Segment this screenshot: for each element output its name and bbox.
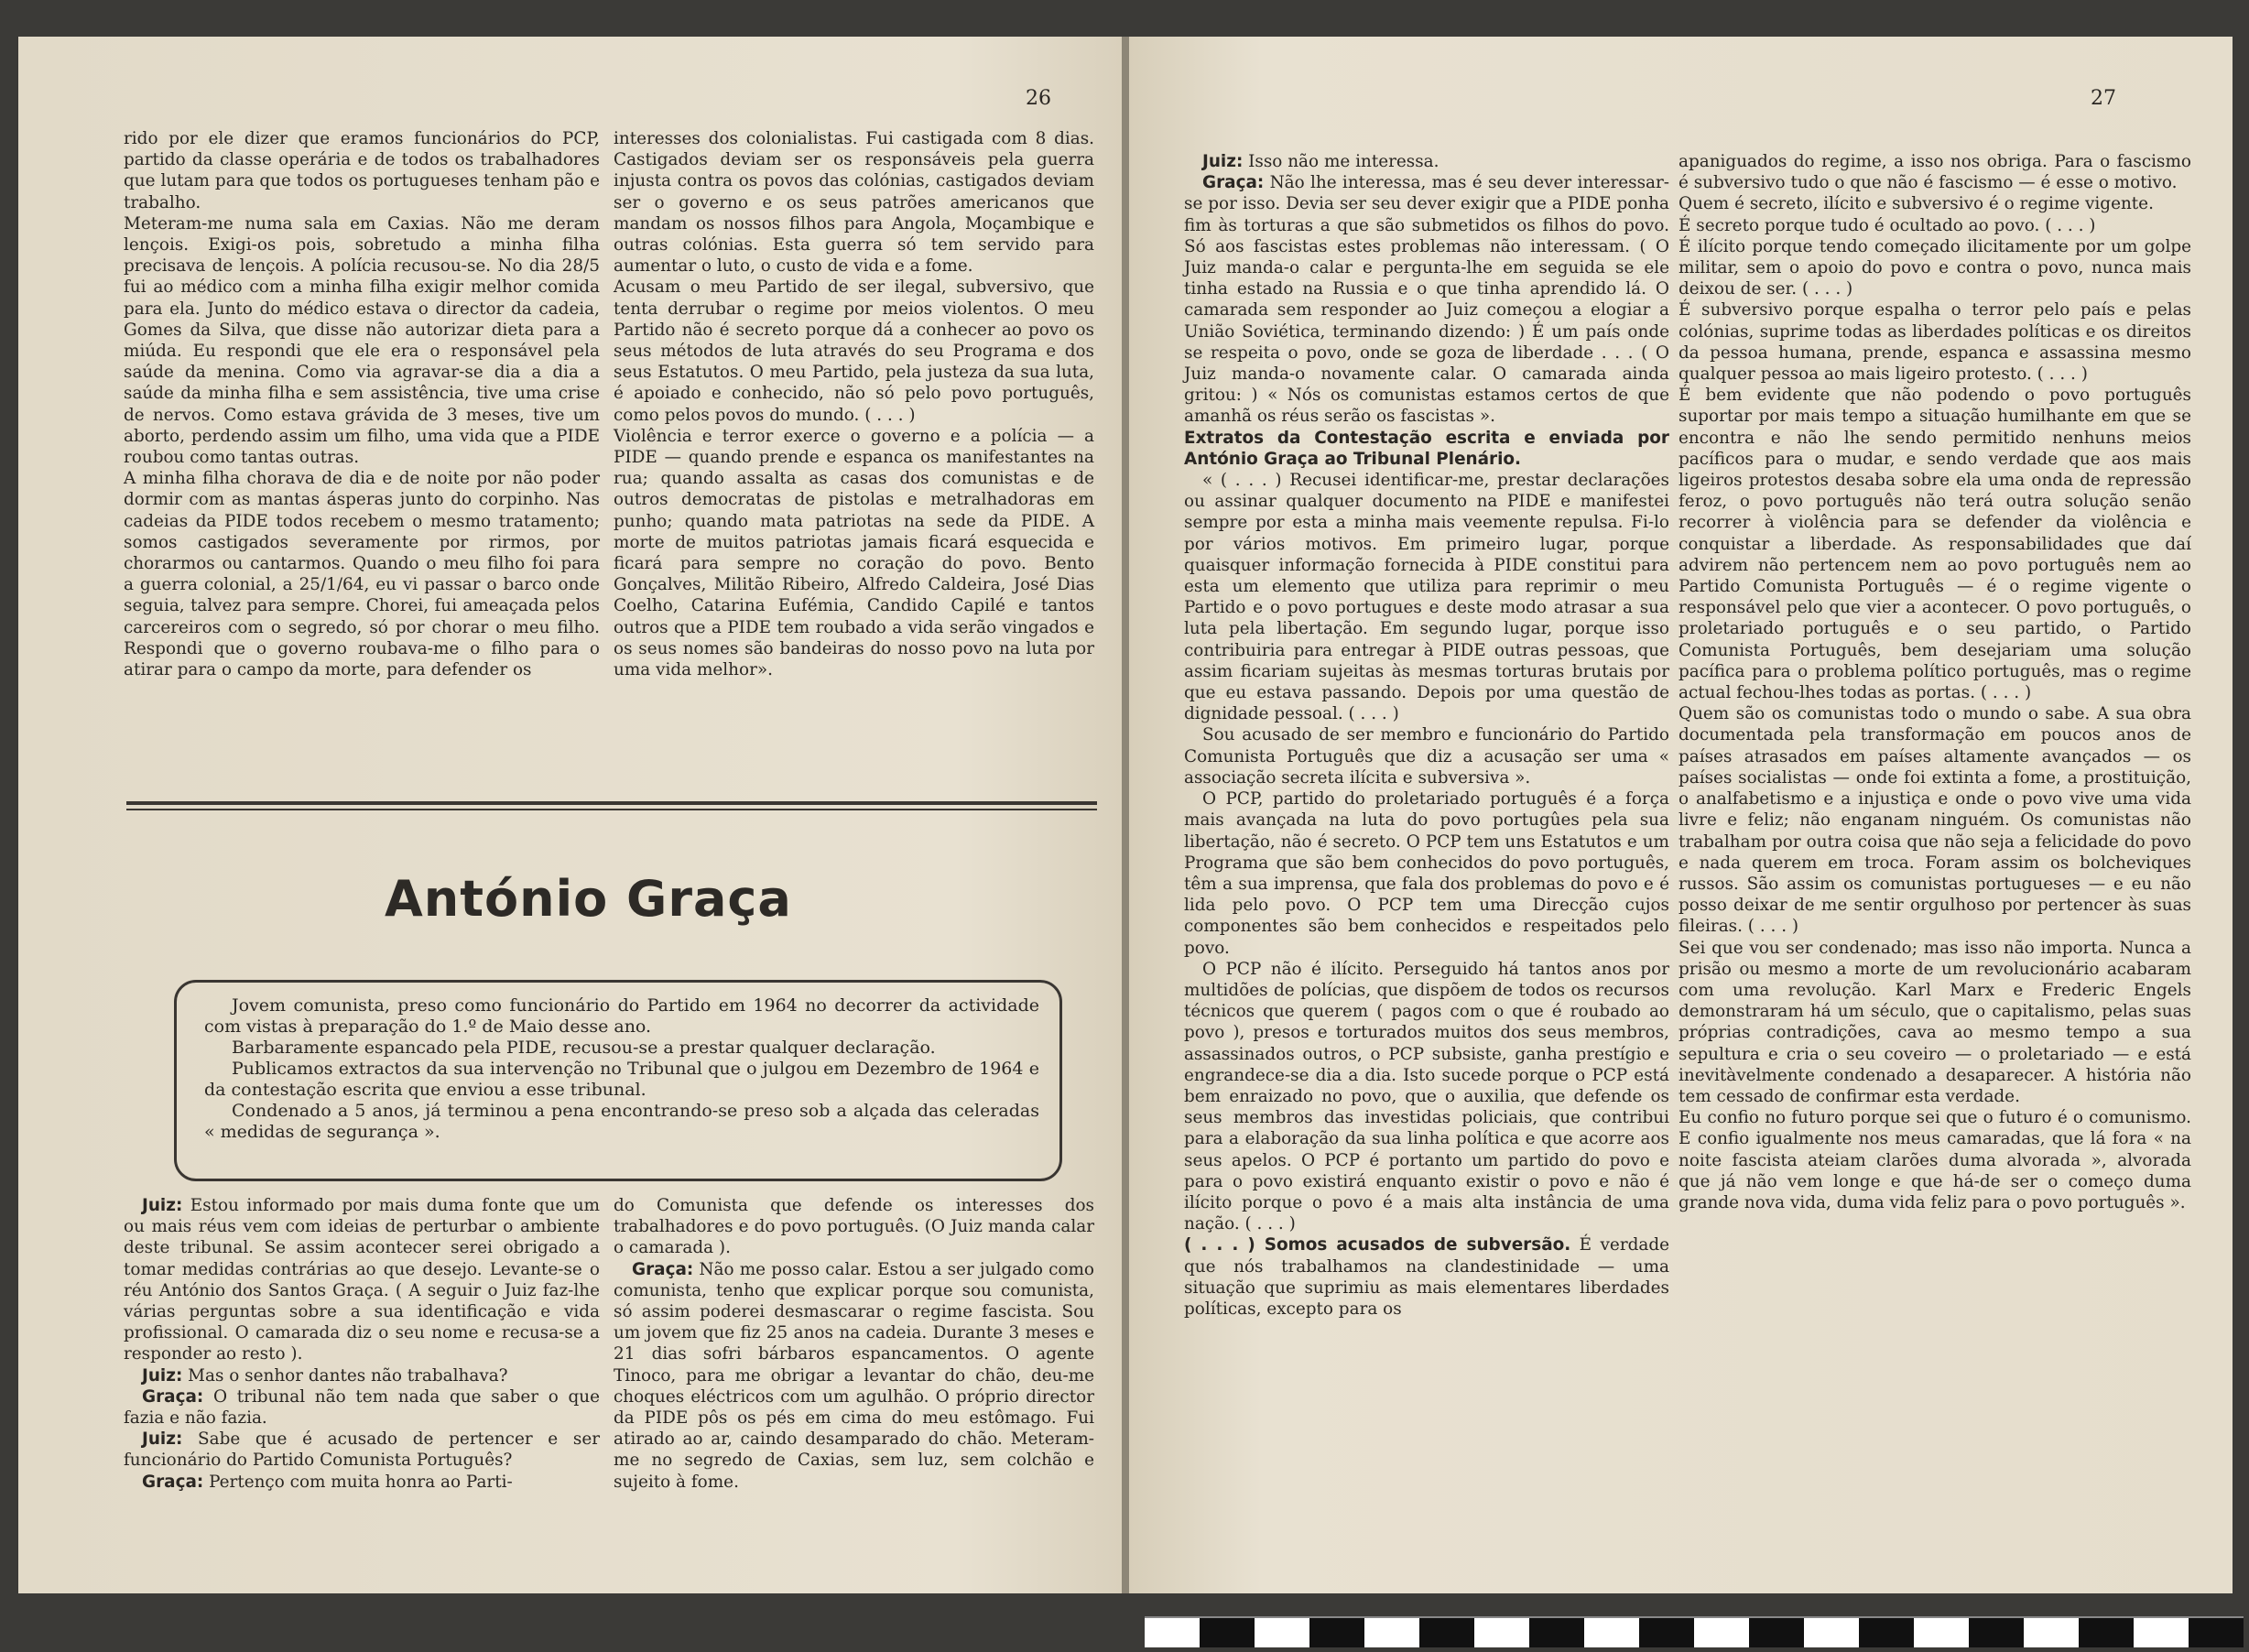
intro-box: [174, 980, 1062, 1181]
section-subheading: Extratos da Contestação escrita e enviada por António Graça ao Tribunal Plenário.: [1184, 428, 1669, 469]
article-title: António Graça: [385, 870, 792, 928]
left-column-top-2: interesses dos colonialistas. Fui castigada com 8 dias. Castigados deviam ser os responsáveis pela guerra injusta contra os povos das colónias, castigados deviam ser o governo e os seus patrões americanos que mandam os nossos filhos para Angola, Moçambique e outras colónias. Esta guerra só tem servido para aumentar o luto, o custo de vida e a fome. Acusam o meu Partido de ser ilegal, subversivo, que tenta derrubar o regime por meios violentos. O meu Partido não é secreto porque dá a conhecer ao povo os seus métodos de luta através do seu Programa e dos seus Estatutos. O meu Partido, pela justeza da sua luta, é apoiado e conhecido, não só pelo povo português, como pelos povos do mundo. ( . . . ) Violência e terror exerce o governo e a polícia — a PIDE — quando prende e espanca os manifestantes na rua; quando assalta as casas dos comunistas e de outros democratas de pistolas e metralhadoras em punho; quando mata patriotas na sede da PIDE. A morte de muitos patriotas jamais ficará esquecida e ficará para sempre no coração do povo. Bento Gonçalves, Militão Ribeiro, Alfredo Caldeira, José Dias Coelho, Catarina Eufémia, Candido Capilé e tantos outros que a PIDE tem roubado a vida serão vingados e os seus nomes são bandeiras do nosso povo na luta por uma vida melhor».: [614, 129, 1094, 680]
dialogue-line: [1184, 151, 1669, 172]
left-column-bottom-2: [614, 1195, 1094, 1493]
dialogue-line: [124, 1429, 600, 1471]
dialogue-line: [124, 1386, 600, 1429]
speaker-label: Juiz:: [142, 1429, 183, 1450]
speaker-label: Graça:: [142, 1386, 204, 1407]
right-column-2: apaniguados do regime, a isso nos obriga. Para o fascismo é subversivo tudo o que não é fascismo — é esse o motivo. Quem é secreto, ilícito e subversivo é o regime vigente. É secreto porque tudo é ocultado ao povo. ( . . . ) É ilícito porque tendo começado ilicitamente por um golpe militar, sem o apoio do povo e contra o povo, nunca mais deixou de ser. ( . . . ) É subversivo porque espalha o terror pelo país e pelas colónias, suprime todas as liberdades políticas e os direitos da pessoa humana, prende, espanca e assassina mesmo qualquer pessoa ao mais ligeiro protesto. ( . . . ) É bem evidente que não podendo o povo português suportar por mais tempo a situação humilhante em que se encontra e não lhe sendo permitido nenhuns meios pacíficos para o mudar, e sendo verdade que aos mais ligeiros protestos desaba sobre ela uma onda de repressão feroz, o povo português não terá outra solução senão recorrer à violência para se defender da violência e conquistar a liberdade. As responsabilidades que daí advirem não pertencem nem ao povo português nem ao Partido Comunista Português — é o regime vigente o responsável pelo que vier a acontecer. O povo português, o proletariado português e o seu partido, o Partido Comunista Português, bem desejariam uma solução pacífica para o problema político português, mas o regime actual fechou-lhes todas as portas. ( . . . ) Quem são os comunistas todo o mundo o sabe. A sua obra documentada pela transformação em poucos anos de países atrasados em países altamente avançados — os países socialistas — onde foi extinta a fome, a prostituição, o analfabetismo e a injustiça e onde o povo vive uma vida livre e feliz; não enganam ninguém. Os comunistas não trabalham por outra coisa que não seja a felicidade do povo e nada querem em troca. Foram assim os bolcheviques russos. São assim os comunistas portugueses — e eu não posso deixar de me sentir orgulhoso por pertencer às suas fileiras. ( . . . ) Sei que vou ser condenado; mas isso não importa. Nunca a prisão ou mesmo a morte de um revolucionário acabaram com uma revolução. Karl Marx e Frederic Engels demonstraram há um século, que o capitalismo, pelas suas próprias contradições, cava ao mesmo tempo a sua sepultura e cria o seu coveiro — o proletariado — e está inevitàvelmente condenado a desaparecer. A história não tem cessado de confirmar esta verdade. Eu confio no futuro porque sei que o futuro é o comunismo. E confio igualmente nos meus camaradas, que lá fora « na noite fascista ateiam clarões duma alvorada », alvorada que já não vem longe e que há-de ser o começo duma grande nova vida, duma vida feliz para o povo português ».: [1679, 152, 2191, 1212]
speaker-label: ( . . . ) Somos acusados de subversão.: [1184, 1235, 1571, 1255]
section-rule: [126, 801, 1097, 805]
dialogue-text: Pertenço com muita honra ao Parti-: [203, 1472, 513, 1492]
left-column-top-1: rido por ele dizer que eramos funcionários do PCP, partido da classe operária e de todos os trabalhadores que lutam para que todos os portugueses tenham pão e trabalho. Meteram-me numa sala em Caxias. Não me deram lençois. Exigi-os pois, sobretudo a minha filha precisava de lençois. A polícia recusou-se. No dia 28/5 fui ao médico com a minha filha exigir melhor comida para ela. Junto do médico estava o director da cadeia, Gomes da Silva, que disse não autorizar dieta para a miúda. Eu respondi que ele era o responsável pela saúde da menina. Como via agravar-se dia a dia a saúde da minha filha e sem assistência, tive uma crise de nervos. Como estava grávida de 3 meses, tive um aborto, perdendo assim um filho, uma vida que a PIDE roubou como tantas outras. A minha filha chorava de dia e de noite por não poder dormir com as mantas ásperas junto do corpinho. Nas cadeias da PIDE todos recebem o mesmo tratamento; somos castigados severamente por rirmos, por chorarmos ou cantarmos. Quando o meu filho foi para a guerra colonial, a 25/1/64, eu vi passar o barco onde seguia, talvez para sempre. Chorei, fui ameaçada pelos carcereiros com o segredo, só por chorar o meu filho. Respondi que o governo roubava-me o filho para o atirar para o campo da morte, para defender os: [124, 129, 600, 680]
paragraph: « ( . . . ) Recusei identificar-me, prestar declarações ou assinar qualquer documento na PIDE e manifestei sempre por esta a minha mais veemente repulsa. Fi-lo por vários motivos. Em primeiro lugar, porque quaisquer informação fornecida à PIDE constitui para esta um elemento que utiliza para reprimir o meu Partido e o povo portugues e deste modo atrasar a sua luta pela libertação. Em segundo lugar, porque isso contribuiria para entregar à PIDE outras pessoas, que assim ficariam sujeitas às mesmas torturas brutais por que eu estava passando. Depois por uma questão de dignidade pessoal. ( . . . ): [1184, 471, 1669, 724]
dialogue-line: [614, 1195, 1094, 1259]
speaker-label: Graça:: [142, 1472, 204, 1492]
intro-paragraph: Condenado a 5 anos, já terminou a pena encontrando-se preso sob a alçada das celeradas « medidas de segurança ».: [204, 1101, 1039, 1142]
dialogue-line: [614, 1259, 1094, 1493]
speaker-label: Juiz:: [142, 1365, 183, 1386]
intro-paragraph: Publicamos extractos da sua intervenção no Tribunal que o julgou em Dezembro de 1964 e da contestação escrita que enviou a esse tribunal.: [204, 1059, 1039, 1100]
dialogue-text: Sabe que é acusado de pertencer e ser funcionário do Partido Comunista Português?: [124, 1429, 600, 1471]
dialogue-line: [1184, 172, 1669, 427]
speaker-label: Juiz:: [142, 1196, 183, 1215]
intro-paragraph: Jovem comunista, preso como funcionário do Partido em 1964 no decorrer da actividade com vistas à preparação do 1.º de Maio desse ano.: [204, 995, 1039, 1037]
page-number: 26: [1026, 87, 1051, 110]
dialogue-text: Não me posso calar. Estou a ser julgado como comunista, tenho que explicar porque sou comunista, só assim poderei desmascarar o regime fascista. Sou um jovem que fiz 25 anos na cadeia. Durante 3 meses e 21 dias sofri bárbaros espancamentos. O agente Tinoco, para me obrigar a levantar do chão, deu-me choques eléctricos com um agulhão. O próprio director da PIDE pôs os pés em cima do meu estômago. Fui atirado ao ar, caindo desamparado do chão. Meteram-me no segredo de Caxias, sem luz, sem colchão e sujeito à fome.: [614, 1259, 1094, 1492]
book-gutter: [1122, 37, 1129, 1593]
paragraph: O PCP, partido do proletariado português é a força mais avançada na luta do povo portugûes pela sua libertação, não é secreto. O PCP tem uns Estatutos e um Programa que são bem conhecidos do povo português, têm a sua imprensa, que fala dos problemas do povo e é lida pelo povo. O PCP tem uma Direcção cujos componentes são bem conhecidos e respeitados pelo povo.: [1184, 789, 1669, 958]
left-page: [18, 37, 1122, 1593]
dialogue-text: Isso não me interessa.: [1243, 152, 1440, 171]
dialogue-text: Não lhe interessa, mas é seu dever interessar-se por isso. Devia ser seu dever exigir que a PIDE ponha fim às torturas a que são submetidos os filhos do povo. Só aos fascistas estes problemas não interessam. ( O Juiz manda-o calar e pergunta-lhe em seguida se ele tinha estado na Russia e o que tinha aprendido lá. O camarada sem responder ao Juiz começou a elogiar a União Soviética, terminando dizendo: ) É um país onde se respeita o povo, onde se goza de liberdade . . . ( O Juiz manda-o novamente calar. O camarada ainda gritou: ) « Nós os comunistas estamos certos de que amanhã os réus serão os fascistas ».: [1184, 173, 1669, 427]
paragraph: O PCP não é ilícito. Perseguido há tantos anos por multidões de polícias, que dispõem de todos os recursos técnicos que querem ( pagos com o que é roubado ao povo ), presos e torturados muitos dos seus membros, assassinados outros, o PCP subsiste, ganha prestígio e engrandece-se dia a dia. Isto sucede porque o PCP está bem enraizado no povo, que o auxilia, que defende os seus membros das investidas policiais, que contribui para a elaboração da sua linha política e que acorre aos seus apelos. O PCP é portanto um partido do povo e para o povo existirá enquanto existir o povo e não é ilícito porque o povo é a mais alta instância de uma nação. ( . . . ): [1184, 959, 1669, 1234]
intro-paragraph: Barbaramente espancado pela PIDE, recusou-se a prestar qualquer declaração.: [232, 1038, 936, 1058]
speaker-label: Graça:: [1202, 173, 1265, 193]
dialogue-text: É verdade que nós trabalhamos na clandestinidade — uma situação que suprimiu as mais elementares liberdades políticas, excepto para os: [1184, 1235, 1669, 1319]
dialogue-text: Mas o senhor dantes não trabalhava?: [182, 1365, 508, 1386]
right-page: [1129, 37, 2233, 1593]
speaker-label: Juiz:: [1202, 152, 1244, 171]
dialogue-line: [124, 1195, 600, 1365]
dialogue-line: [1184, 1234, 1669, 1320]
left-column-bottom-1: [124, 1195, 600, 1493]
right-column-1: [1184, 151, 1669, 1320]
paragraph: Sou acusado de ser membro e funcionário do Partido Comunista Português que diz a acusação ser uma « associação secreta ilícita e subversiva ».: [1184, 725, 1669, 788]
dialogue-text: O tribunal não tem nada que saber o que fazia e não fazia.: [124, 1386, 600, 1429]
dialogue-line: [124, 1472, 600, 1493]
page-number: 27: [2091, 87, 2116, 110]
dialogue-line: [124, 1365, 600, 1386]
section-rule-thin: [126, 809, 1097, 810]
dialogue-text: Estou informado por mais duma fonte que um ou mais réus vem com ideias de perturbar o ambiente deste tribunal. Se assim acontecer serei obrigado a tomar medidas contrárias ao que desejo. Levante-se o réu António dos Santos Graça. ( A seguir o Juiz faz-lhe várias perguntas sobre a sua identificação e vida profissional. O camarada diz o seu nome e recusa-se a responder ao resto ).: [124, 1196, 600, 1364]
dialogue-text: do Comunista que defende os interesses dos trabalhadores e do povo português. (O Juiz manda calar o camarada ).: [614, 1196, 1094, 1258]
color-scale-bar: [1145, 1616, 2244, 1647]
speaker-label: Graça:: [632, 1259, 694, 1279]
